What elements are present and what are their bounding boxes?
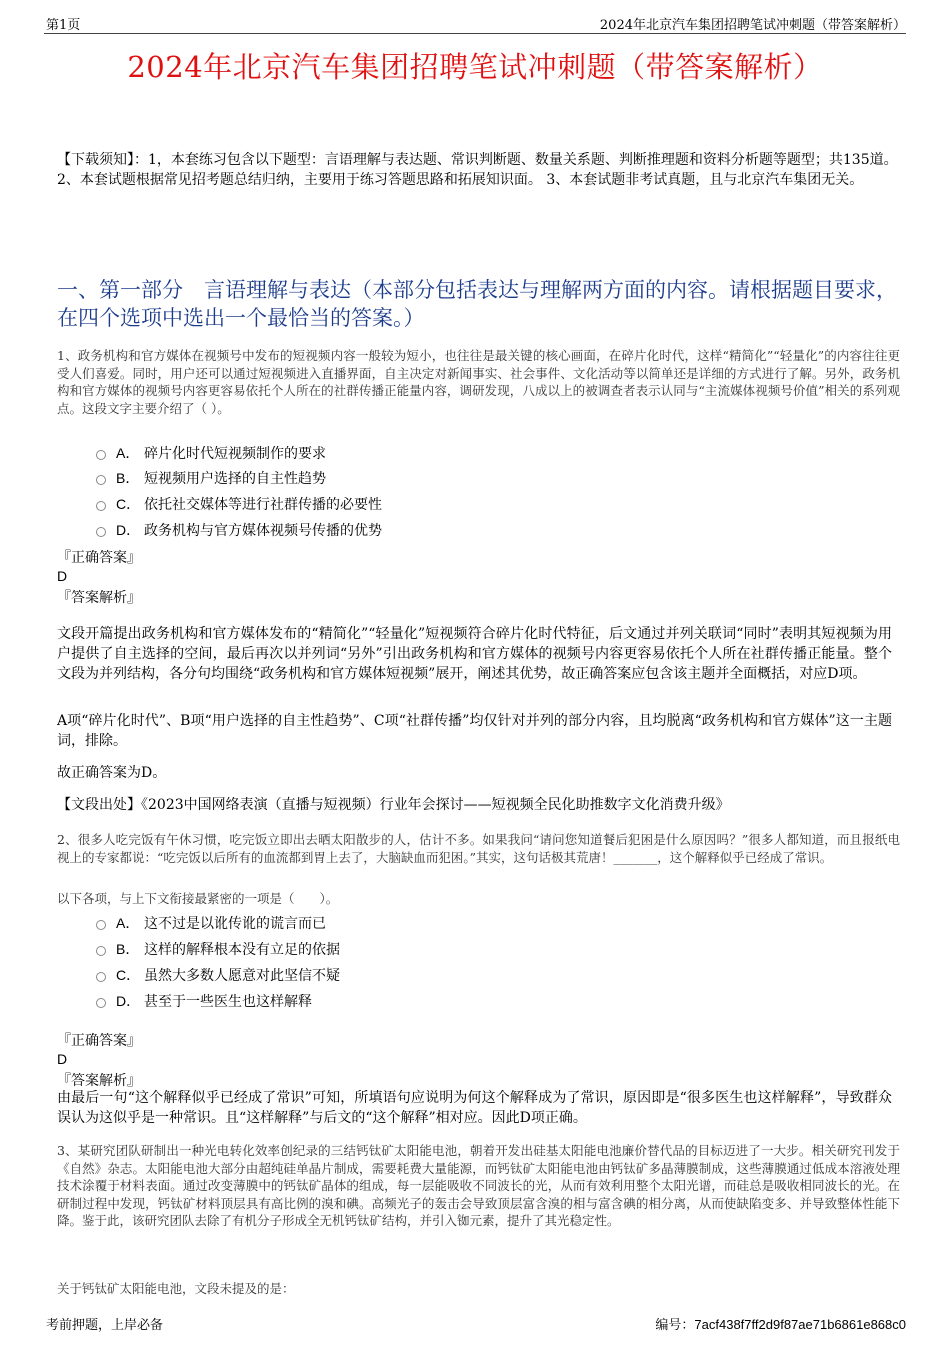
q1-option-a[interactable]: A． 碎片化时代短视频制作的要求 xyxy=(96,443,326,464)
q2-analysis-label: 『答案解析』 xyxy=(57,1073,141,1089)
q1-option-b[interactable]: B． 短视频用户选择的自主性趋势 xyxy=(96,468,326,489)
document-title: 2024年北京汽车集团招聘笔试冲刺题（带答案解析） xyxy=(127,50,823,84)
download-notice: 【下载须知】：1，本套练习包含以下题型：言语理解与表达题、常识判断题、数量关系题、判断推理题和资料分析题等题型；共135道。 2、本套试题根据常见招考题总结归纳，主要用于练习答题思路和拓展知识面。 3、本套试题非考试真题，且与北京汽车集团无关。 xyxy=(57,152,898,188)
q1-answer: D xyxy=(57,568,68,584)
q2-answer-label: 『正确答案』 xyxy=(57,1033,141,1049)
radio-icon[interactable] xyxy=(96,920,106,930)
radio-icon[interactable] xyxy=(96,946,106,956)
q2-answer: D xyxy=(57,1051,68,1067)
q1-answer-label: 『正确答案』 xyxy=(57,550,141,566)
radio-icon[interactable] xyxy=(96,998,106,1008)
question-3-prompt: 关于钙钛矿太阳能电池，文段未提及的是： xyxy=(57,1281,295,1296)
q2-option-b[interactable]: B． 这样的解释根本没有立足的依据 xyxy=(96,939,340,960)
header-rule xyxy=(44,33,906,34)
q2-option-d[interactable]: D． 甚至于一些医生也这样解释 xyxy=(96,991,312,1012)
section-heading: 一、第一部分 言语理解与表达（本部分包括表达与理解两方面的内容。请根据题目要求，在四个选项中选出一个最恰当的答案。） xyxy=(57,278,897,330)
q1-analysis-p2: A项“碎片化时代”、B项“用户选择的自主性趋势”、C项“社群传播”均仅针对并列的部分内容，且均脱离“政务机构和官方媒体”这一主题词，排除。 xyxy=(57,713,892,749)
q1-analysis-label: 『答案解析』 xyxy=(57,590,141,606)
radio-icon[interactable] xyxy=(96,972,106,982)
q1-option-d[interactable]: D． 政务机构与官方媒体视频号传播的优势 xyxy=(96,520,382,541)
question-2-stem: 2、很多人吃完饭有午休习惯，吃完饭立即出去晒太阳散步的人，估计不多。如果我问“请问您知道餐后犯困是什么原因吗？”很多人都知道，而且报纸电视上的专家都说：“吃完饭以后所有的血流都到胃上去了，大脑缺血而犯困。”其实，这句话极其荒唐！_______，这个解释似乎已经成了常识。 xyxy=(57,832,900,865)
question-1-stem: 1、政务机构和官方媒体在视频号中发布的短视频内容一般较为短小，也往往是最关键的核心画面，在碎片化时代，这样“精简化”“轻量化”的内容往往更受人们喜爱。同时，用户还可以通过短视频进入直播界面，自主决定对新闻事实、社会事件、文化活动等以简单还是详细的方式进行了解。另外，政务机构和官方媒体的视频号内容更容易依托个人所在的社群传播正能量内容，调研发现，八成以上的被调查者表示认同与“主流媒体视频号价值”相关的系列观点。这段文字主要介绍了（ ）。 xyxy=(57,348,900,416)
q2-analysis: 由最后一句“这个解释似乎已经成了常识”可知，所填语句应说明为何这个解释成为了常识，原因即是“很多医生也这样解释”，导致群众误认为这似乎是一种常识。且“这样解释”与后文的“这个解释”相对应。因此D项正确。 xyxy=(57,1090,892,1126)
q1-analysis-p1: 文段开篇提出政务机构和官方媒体发布的“精简化”“轻量化”短视频符合碎片化时代特征，后文通过并列关联词“同时”表明其短视频为用户提供了自主选择的空间，最后再次以并列词“另外”引出政务机构和官方媒体的视频号内容更容易依托个人所在社群传播正能量。整个文段为并列结构，各分句均围绕“政务机构和官方媒体短视频”展开，阐述其优势，故正确答案应包含该主题并全面概括，对应D项。 xyxy=(57,626,892,682)
footer-slogan: 考前押题，上岸必备 xyxy=(46,1318,164,1333)
q1-source: 【文段出处】《2023中国网络表演（直播与短视频）行业年会探讨——短视频全民化助推数字文化消费升级》 xyxy=(57,797,730,813)
radio-icon[interactable] xyxy=(96,475,106,485)
radio-icon[interactable] xyxy=(96,450,106,460)
q1-analysis-p3: 故正确答案为D。 xyxy=(57,765,167,781)
radio-icon[interactable] xyxy=(96,527,106,537)
footer-code: 编号：7acf438f7ff2d9f87ae71b6861e868c0 xyxy=(655,1317,906,1333)
q2-option-a[interactable]: A． 这不过是以讹传讹的谎言而已 xyxy=(96,913,326,934)
question-2-prompt: 以下各项，与上下文衔接最紧密的一项是（ ）。 xyxy=(57,891,339,906)
q2-option-c[interactable]: C． 虽然大多数人愿意对此坚信不疑 xyxy=(96,965,340,986)
q1-option-c[interactable]: C． 依托社交媒体等进行社群传播的必要性 xyxy=(96,494,382,515)
running-title: 2024年北京汽车集团招聘笔试冲刺题（带答案解析） xyxy=(599,18,906,33)
radio-icon[interactable] xyxy=(96,501,106,511)
question-3-stem: 3、某研究团队研制出一种光电转化效率创纪录的三结钙钛矿太阳能电池，朝着开发出硅基太阳能电池廉价替代品的目标迈进了一大步。相关研究刊发于《自然》杂志。太阳能电池大部分由超纯硅单晶片制成，需要耗费大量能源，而钙钛矿太阳能电池由钙钛矿多晶薄膜制成，这些薄膜通过低成本溶液处理技术涂覆于材料表面。通过改变薄膜中的钙钛矿晶体的组成，每一层能吸收不同波长的光，从而有效利用整个太阳光谱，而硅总是吸收相同波长的光。在研制过程中发现，钙钛矿材料顶层具有高比例的溴和碘。高频光子的轰击会导致顶层富含溴的相与富含碘的相分离，从而使缺陷变多、并导致整体性能下降。鉴于此，该研究团队去除了有机分子形成全无机钙钛矿结构，并引入铷元素，提升了其光稳定性。 xyxy=(57,1143,900,1228)
page-number: 第1页 xyxy=(46,18,81,33)
